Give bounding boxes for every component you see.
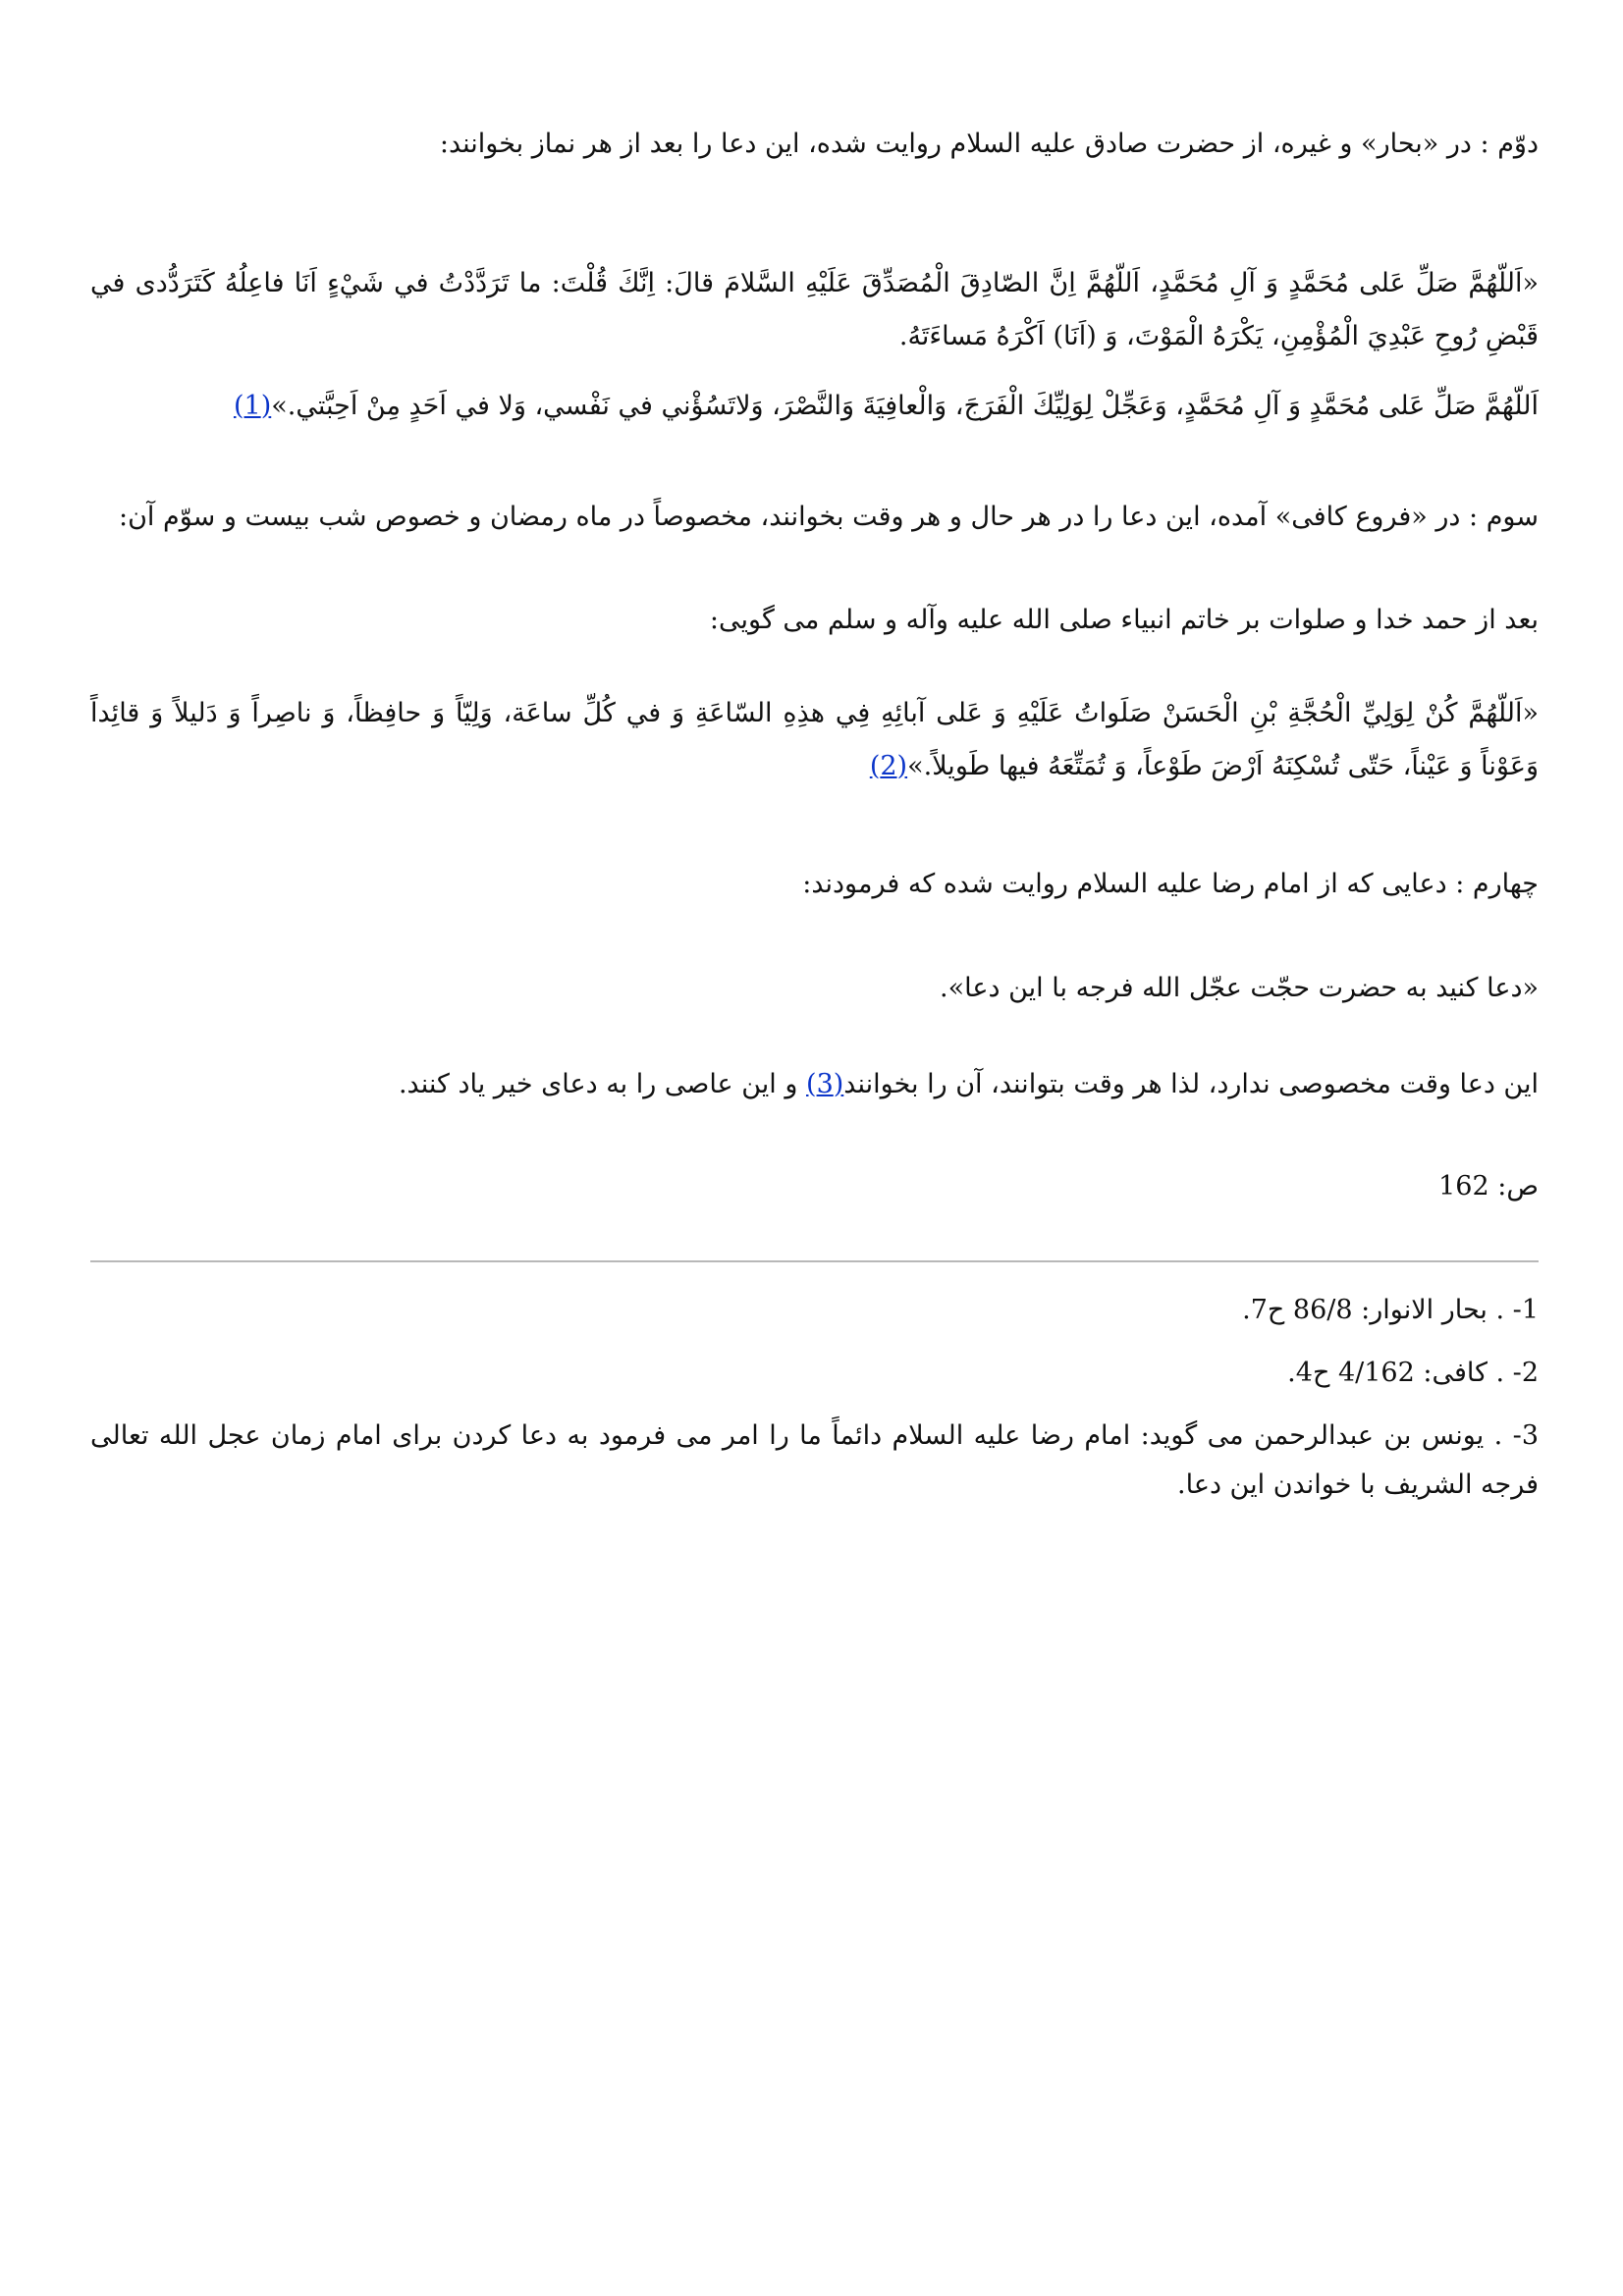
paragraph-closing [90, 1058, 1539, 1111]
paragraph-second-dua-intro: دوّم : در «بحار» و غيره، از حضرت صادق عليه السلام روايت شده، اين دعا را بعد از هر نماز بخوانند: [439, 129, 1539, 159]
paragraph-dua-text-2 [90, 380, 1539, 433]
document-page [90, 0, 1539, 2296]
footnote-divider [90, 1260, 1539, 1262]
footnote-link-3[interactable]: (3) [806, 1069, 844, 1099]
paragraph-dua-faraj [90, 687, 1539, 793]
footnote-1: 1- . بحار الانوار: 86/8 ح7. [1242, 1295, 1539, 1325]
footnote-2: 2- . كافى: 4/162 ح4. [1287, 1358, 1539, 1388]
footnote-3: 3- . يونس بن عبدالرحمن مى گويد: امام رضا عليه السلام دائماً ما را امر مى فرمود به دعا كردن براى امام زمان عجل الله تعالى فرجه الشريف با خواندن اين دعا. [90, 1420, 1539, 1500]
paragraph-imam-reza-quote: «دعا كنيد به حضرت حجّت عجّل الله فرجه با اين دعا». [940, 973, 1539, 1003]
paragraph-third-dua-intro: سوم : در «فروع كافى» آمده، اين دعا را در هر حال و هر وقت بخوانند، مخصوصاً در ماه رمضان و خصوص شب بيست و سوّم آن: [118, 502, 1539, 532]
closing-text-tail: و اين عاصى را به دعاى خير ياد كنند. [398, 1069, 807, 1099]
dua-text: اَللّهُمَّ صَلِّ عَلى مُحَمَّدٍ وَ آلِ مُحَمَّدٍ، وَعَجِّلْ لِوَلِيِّكَ الْفَرَجَ، وَالْعافِيَةَ وَالنَّصْرَ، وَلاتَسُؤْني في نَفْسي، وَلا في اَحَدٍ مِنْ اَحِبَّتي.» [271, 391, 1539, 421]
footnote-link-2[interactable]: (2) [869, 751, 908, 781]
paragraph-fourth-dua-intro: چهارم : دعايى كه از امام رضا عليه السلام روايت شده كه فرمودند: [802, 869, 1539, 899]
closing-text: اين دعا وقت مخصوصى ندارد، لذا هر وقت بتوانند، آن را بخوانند [843, 1069, 1539, 1099]
footnote-link-1[interactable]: (1) [233, 391, 272, 421]
paragraph-praise-intro: بعد از حمد خدا و صلوات بر خاتم انبياء صلى الله عليه وآله و سلم مى گويى: [709, 605, 1539, 635]
page-number: ص: 162 [1438, 1171, 1539, 1201]
paragraph-dua-text-1: «اَللّهُمَّ صَلِّ عَلى مُحَمَّدٍ وَ آلِ مُحَمَّدٍ، اَللّهُمَّ اِنَّ الصّادِقَ الْمُصَدِّقَ عَلَيْهِ السَّلامَ قالَ: اِنَّكَ قُلْتَ: ما تَرَدَّدْتُ في شَيْءٍ اَنَا فاعِلُهُ كَتَرَدُّدى في قَبْضِ رُوحِ عَبْدِيَ الْمُؤْمِنِ، يَكْرَهُ الْمَوْتَ، وَ (اَنَا) اَكْرَهُ مَساءَتَهُ. [90, 268, 1539, 351]
dua-text: «اَللّهُمَّ كُنْ لِوَلِيِّ الْحُجَّةِ بْنِ الْحَسَنْ صَلَواتُ عَلَيْهِ وَ عَلى آبائِهِ فِي هذِهِ السّاعَةِ وَ في كُلِّ ساعَة، وَلِيّاً وَ حافِظاً، وَ ناصِراً وَ دَليلاً وَ قائِداً وَعَوْناً وَ عَيْناً، حَتّى تُسْكِنَهُ اَرْضَ طَوْعاً، وَ تُمَتِّعَهُ فيها طَويلاً.» [90, 698, 1539, 781]
